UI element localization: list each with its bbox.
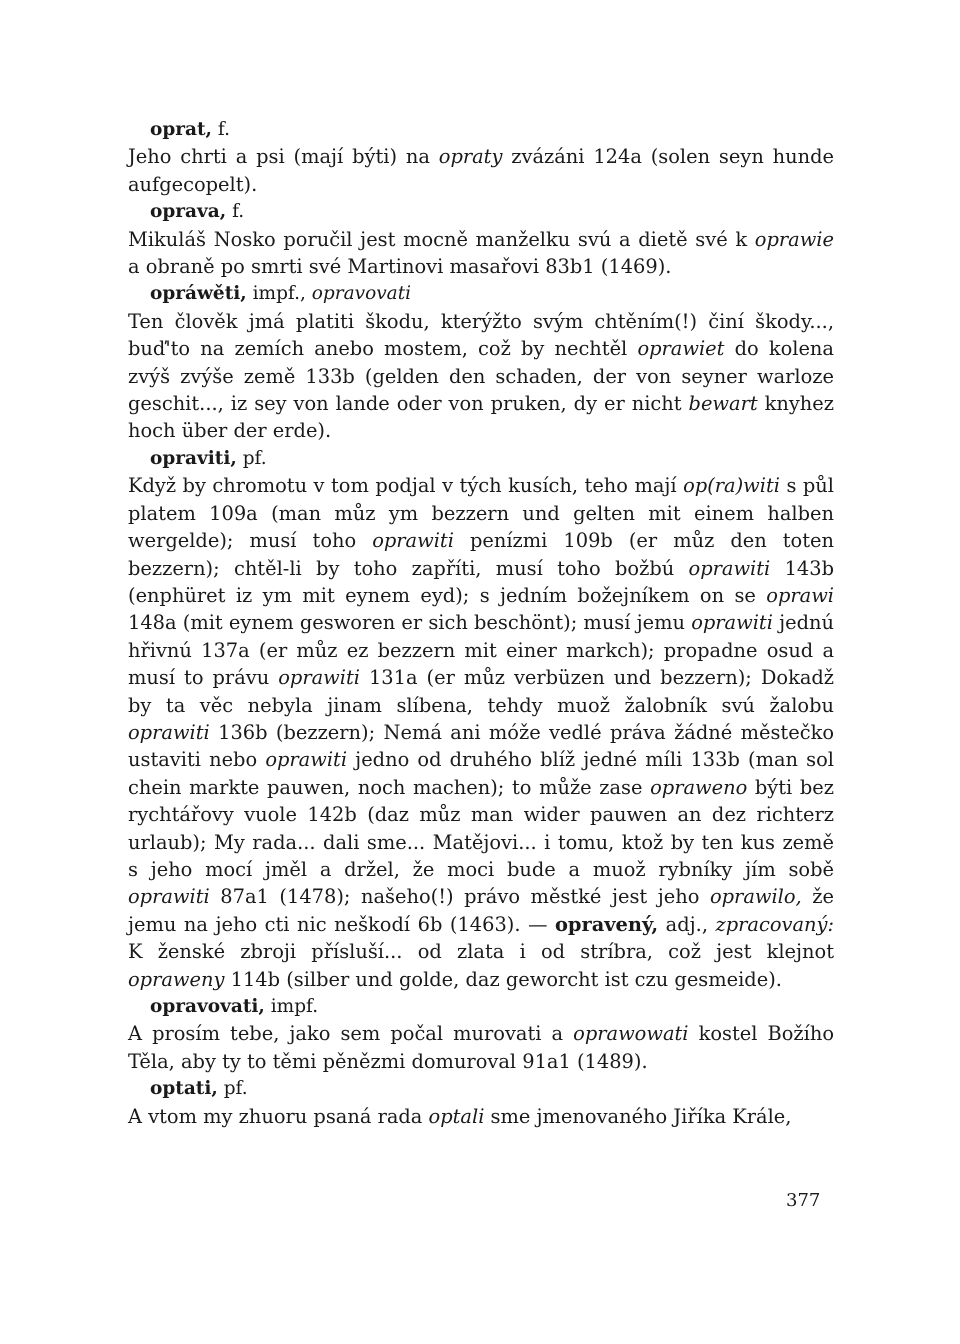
headword-pos: pf. — [242, 447, 267, 469]
entry-body — [128, 143, 834, 198]
entry-body — [128, 308, 834, 445]
cited-form: oprawiti — [128, 885, 210, 909]
entry-headword — [128, 116, 834, 143]
headword-pos: pf. — [223, 1078, 248, 1100]
headword-term: oprava, — [150, 201, 227, 223]
cited-form: oprawie — [754, 227, 834, 251]
headword-term: opráwěti, — [150, 283, 247, 305]
headword-term: opraviti, — [150, 447, 237, 469]
headword-variant: opravovati — [311, 283, 412, 305]
entry-body — [128, 1103, 834, 1130]
cited-form: bewart — [688, 392, 758, 416]
entry-headword — [128, 1075, 834, 1102]
entry-text-segment: adj., — [658, 912, 716, 936]
entry-text-segment: kostel Božího Těla, aby ty to těmi pěnězmi domuroval 91a1 (1489). — [128, 1022, 834, 1073]
entry-text-segment: 148a (mit eynem gesworen er sich beschönt); musí jemu — [128, 611, 692, 635]
entry-text-segment: do kolena zvýš zvýše země 133b (gelden den schaden, der von seyner warloze geschit..., iz sey von lande oder von pruken, dy er nicht — [128, 337, 834, 416]
dictionary-page — [128, 116, 834, 1130]
entry-text-segment: jedno od druhého blíž jedné míli 133b (man sol chein markte pauwen, noch machen); to může zase — [128, 748, 835, 799]
cited-form: oprawiti — [372, 529, 454, 553]
entry-text-segment: Když by chromotu v tom podjal v tých kusích, teho mají — [128, 474, 684, 498]
cited-form: oprawowati — [573, 1022, 689, 1046]
headword-pos: impf., — [252, 283, 306, 305]
entry-text-segment: A prosím tebe, jako sem počal murovati a — [128, 1022, 574, 1046]
cited-form: oprawilo, — [709, 885, 802, 909]
entry-headword — [128, 993, 834, 1020]
entry-text-segment: Mikuláš Nosko poručil jest mocně manželku svú a dietě své k — [128, 227, 755, 251]
sub-headword: opravený, — [555, 912, 659, 936]
entry-text-segment: 87a1 (1478); našeho(!) právo městké jest jeho — [209, 885, 710, 909]
cited-form: opraweny — [128, 967, 225, 991]
entry-headword — [128, 198, 834, 225]
cited-form: oprawiti — [688, 556, 771, 580]
headword-pos: f. — [217, 119, 230, 140]
headword-term: opravovati, — [150, 996, 265, 1017]
headword-pos: impf. — [270, 996, 319, 1017]
entry-text-segment: Ten člověk jmá platiti škodu, kterýžto svým chtěním(!) činí škody..., buď'to na zemích anebo mostem, což by nechtěl — [128, 309, 834, 361]
entry-text-segment: že jemu na jeho cti nic neškodí 6b (1463). — — [128, 885, 834, 936]
entry-text-segment: 136b (bezzern); Nemá ani móže vedlé práva žádné městečko ustaviti nebo — [128, 720, 834, 772]
entry-body — [128, 1020, 834, 1075]
cited-form: oprawiti — [128, 720, 210, 744]
headword-term: oprat, — [150, 119, 212, 140]
entry-text-segment: Jeho chrti a psi (mají býti) na — [128, 145, 439, 169]
entry-text-segment: penízmi 109b (er můz den toten bezzern); chtěl-li by toho zapříti, musí toho božbú — [128, 529, 834, 580]
entry-headword — [128, 280, 834, 307]
entry-text-segment: K ženské zbroji přísluší... od zlata i od stríbra, což jest klejnot — [128, 940, 834, 964]
cited-form: opraweno — [650, 775, 748, 799]
entry-text-segment: jednú hřivnú 137a (er můz ez bezzern mit einer markch); propadne osud a musí to právu — [128, 611, 834, 690]
entry-text-segment: zvázáni 124a (solen seyn hunde aufgecopelt). — [128, 145, 835, 196]
entry-text-segment: 143b (enphüret iz ym mit eynem eyd); s jedním božejníkem on se — [128, 556, 834, 607]
entry-text-segment: 131a (er můz verbüzen und bezzern); Dokadž by ta věc nebyla jinam slíbena, tehdy muož žalobník svú žalobu — [128, 666, 835, 717]
cited-form: opraty — [438, 145, 503, 169]
cited-form: oprawiti — [691, 611, 773, 635]
entry-text-segment: a obraně po smrti své Martinovi masařovi 83b1 (1469). — [128, 255, 672, 279]
cited-form: optali — [428, 1104, 485, 1128]
entry-text-segment: sme jmenovaného Jiříka Krále, — [484, 1104, 792, 1128]
cited-form: oprawiti — [265, 748, 348, 772]
entry-text-segment: 114b (silber und golde, daz geworcht ist czu gesmeide). — [224, 967, 782, 991]
cited-form: op(ra)witi — [683, 474, 780, 498]
page-number: 377 — [786, 1190, 821, 1211]
entry-text-segment: s půl platem 109a (man můz ym bezzern und gelten mit einem halben wergelde); musí toho — [128, 474, 834, 553]
entry-body — [128, 472, 834, 993]
cited-form: oprawiet — [637, 337, 725, 361]
entry-headword — [128, 445, 834, 472]
headword-pos: f. — [232, 201, 245, 223]
cited-form: zpracovaný: — [715, 912, 835, 936]
entry-body — [128, 226, 834, 281]
cited-form: oprawi — [766, 583, 834, 607]
entry-text-segment: býti bez rychtářovy vuole 142b (daz můz man wider pauwen an dez richterz urlaub); My rada... dali sme... Matějovi... i tomu, ktož by ten kus země s jeho mocí jměl a držel, že moci bude a muož rybníky jím sobě — [128, 775, 834, 881]
entry-text-segment: knyhez hoch über der erde). — [128, 392, 834, 443]
entry-text-segment: A vtom my zhuoru psaná rada — [128, 1104, 429, 1128]
headword-term: optati, — [150, 1078, 218, 1100]
cited-form: oprawiti — [278, 666, 360, 690]
